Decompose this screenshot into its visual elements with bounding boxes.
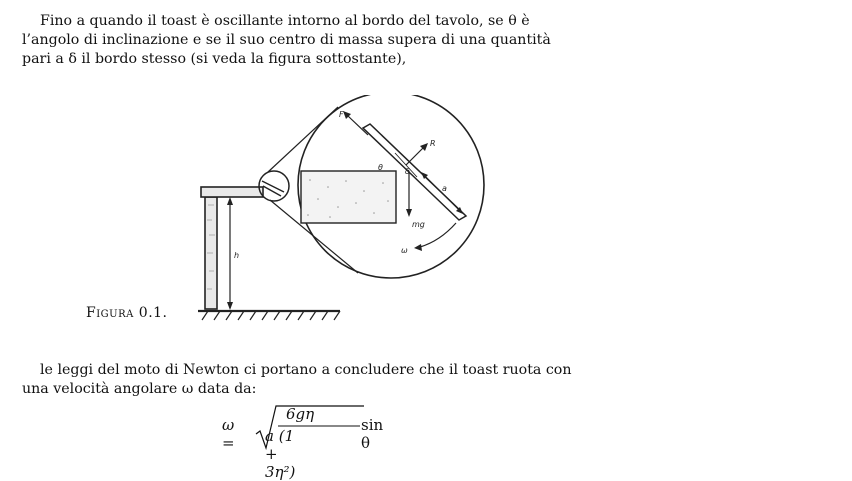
label-delta: δ xyxy=(405,167,410,176)
ground-hatching xyxy=(202,311,340,320)
conclusion-text: le leggi del moto di Newton ci portano a concludere che il toast ruota con una velocità angolare ω data da: xyxy=(22,362,572,398)
table-edge-block xyxy=(301,171,396,223)
equation-lhs: ω = xyxy=(222,416,235,452)
dimension-a xyxy=(424,175,460,211)
omega-arc xyxy=(420,223,456,247)
label-F: F xyxy=(339,110,344,119)
label-h: h xyxy=(234,251,240,260)
intro-text: Fino a quando il toast è oscillante intorno al bordo del tavolo, se θ è l’angolo di inclinazione e se il suo centro di massa supera di una quantità pari a δ il bordo stesso (si veda la figura sottostante), xyxy=(22,13,551,68)
label-R: R xyxy=(430,139,436,148)
label-a: a xyxy=(442,184,447,193)
figure-caption: Figura 0.1. xyxy=(86,305,168,321)
conclusion-paragraph xyxy=(22,361,582,399)
equation-numerator: 6gη xyxy=(286,405,315,423)
toast-figure xyxy=(188,95,508,331)
label-theta: θ xyxy=(378,163,383,172)
label-omega: ω xyxy=(401,246,408,255)
label-mg: mg xyxy=(412,220,425,229)
force-R-arrow xyxy=(406,147,424,165)
equation-sin-theta: sin θ xyxy=(361,416,384,452)
force-F-arrow xyxy=(348,116,368,135)
table-top xyxy=(201,187,263,197)
intro-paragraph xyxy=(22,12,582,70)
equation-denominator: a (1 + 3η²) xyxy=(265,427,296,481)
